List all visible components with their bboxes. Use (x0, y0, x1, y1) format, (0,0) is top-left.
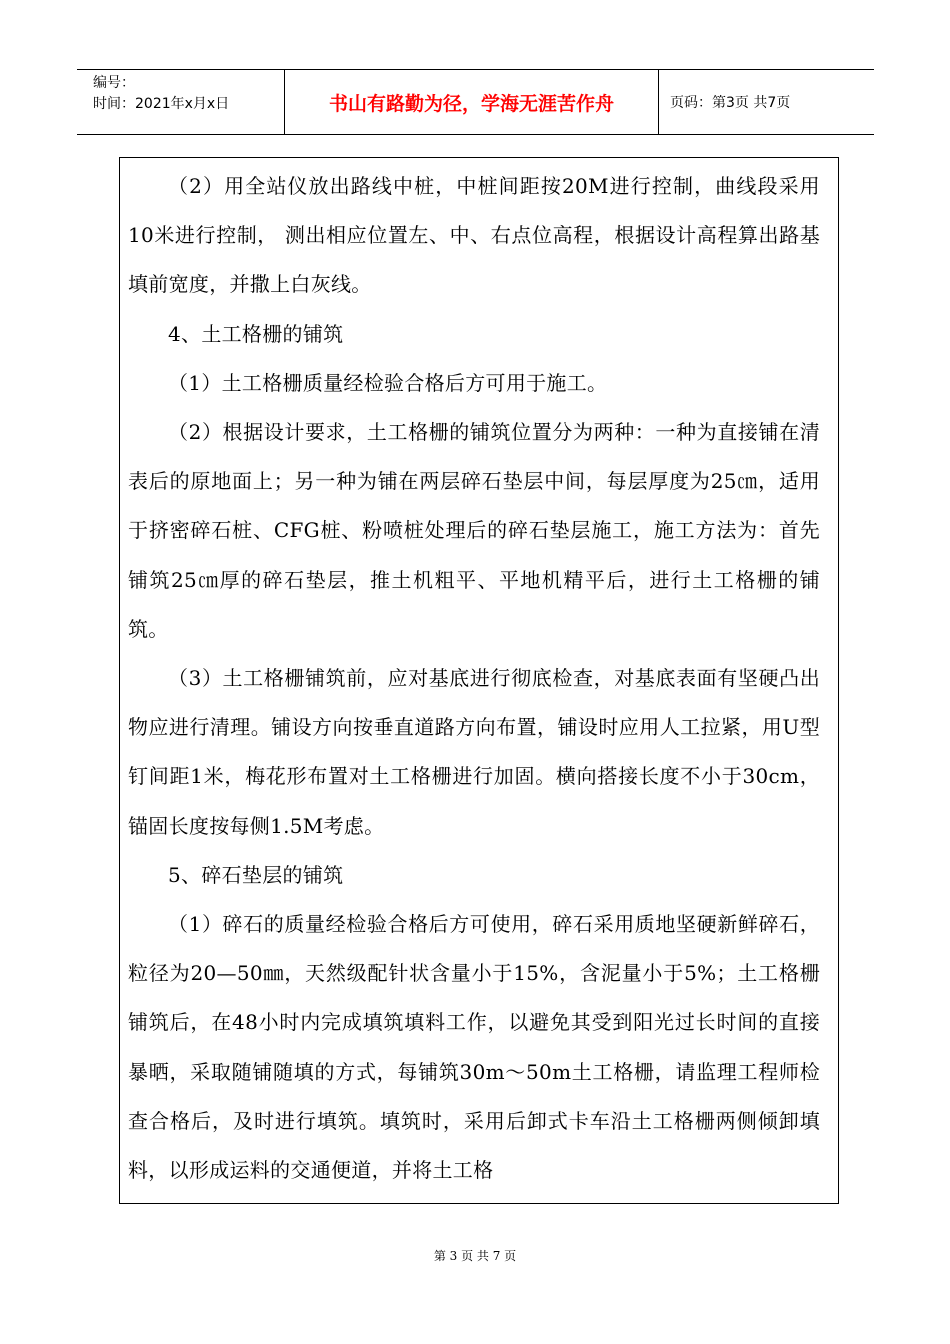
page-header (77, 69, 874, 135)
section-heading-5: 5、碎石垫层的铺筑 (168, 862, 344, 887)
header-motto: 书山有路勤为径，学海无涯苦作舟 (285, 70, 659, 134)
number-label: 编号： (93, 75, 135, 91)
paragraph-1: （2）用全站仪放出路线中桩，中桩间距按20M进行控制，曲线段采用10米进行控制， 测出相应位置左、中、右点位高程，根据设计高程算出路基填前宽度，并撒上白灰线。 (128, 174, 820, 297)
content-box (119, 157, 839, 1204)
time-label: 时间：2021年x月x日 (93, 96, 230, 112)
paragraph-5: （1）碎石的质量经检验合格后方可使用，碎石采用质地坚硬新鲜碎石，粒径为20—50㎜，天然级配针状含量小于15%，含泥量小于5%；土工格栅铺筑后，在48小时内完成填筑填料工作，以避免其受到阳光过长时间的直接暴晒，采取随铺随填的方式，每铺筑30m～50m土工格栅，请监理工程师检查合格后，及时进行填筑。填筑时，采用后卸式卡车沿土工格栅两侧倾卸填料，以形成运料的交通便道，并将土工格 (128, 912, 820, 1183)
paragraph-2: （1）土工格栅质量经检验合格后方可用于施工。 (168, 370, 608, 395)
header-page-info: 页码：第3页 共7页 (670, 95, 791, 111)
section-heading-4: 4、土工格栅的铺筑 (168, 321, 344, 346)
page-footer: 第 3 页 共 7 页 (433, 1249, 517, 1263)
paragraph-3: （2）根据设计要求，土工格栅的铺筑位置分为两种：一种为直接铺在清表后的原地面上；另一种为铺在两层碎石垫层中间，每层厚度为25㎝，适用于挤密碎石桩、CFG桩、粉喷桩处理后的碎石垫层施工，施工方法为：首先铺筑25㎝厚的碎石垫层，推土机粗平、平地机精平后，进行土工格栅的铺筑。 (128, 420, 820, 641)
paragraph-4: （3）土工格栅铺筑前，应对基底进行彻底检查，对基底表面有坚硬凸出物应进行清理。铺设方向按垂直道路方向布置，铺设时应用人工拉紧，用U型钉间距1米，梅花形布置对土工格栅进行加固。横向搭接长度不小于30cm，锚固长度按每侧1.5M考虑。 (128, 666, 820, 838)
header-meta (77, 70, 285, 134)
